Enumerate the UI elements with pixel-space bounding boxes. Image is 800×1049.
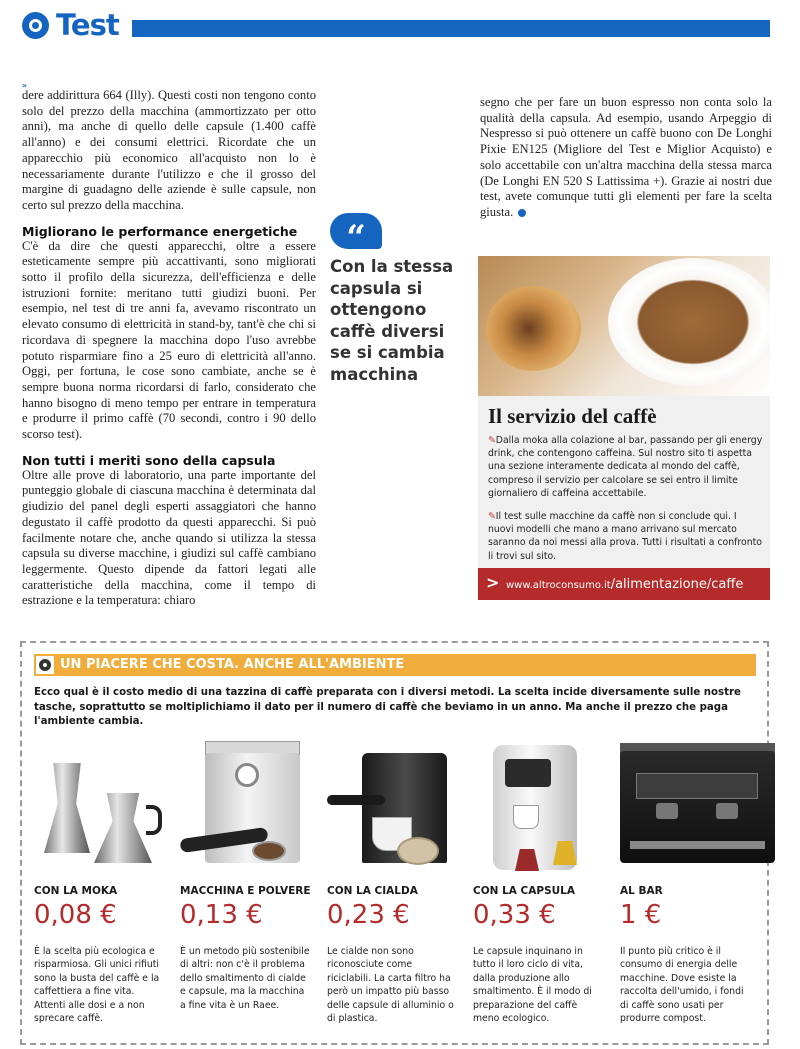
method-label: CON LA CAPSULA: [473, 885, 575, 897]
panel-title: UN PIACERE CHE COSTA. ANCHE ALL'AMBIENTE: [60, 657, 405, 672]
coffee-service-box: [478, 256, 770, 600]
section-header: [22, 10, 772, 44]
pull-quote: Con la stessa capsula si ottengono caffè diversi se si cambia macchina: [330, 257, 454, 384]
coffee-photo: [478, 256, 770, 396]
box-paragraph: [488, 434, 764, 500]
paragraph-text: segno che per fare un buon espresso non conta solo la qualità della capsula. Ad esempio, usando Arpeggio di Nespresso si può ottenere un caffè buono con De Longhi Pixie EN125 (Migliore del Test e Miglior Acquisto) e solo accettabile con un'altra macchina della stessa marca (De Longhi EN 520 S Lattissima +). Grazie ai nostri due test, avete comunque tutti gli elementi per fare la scelta giusta.: [480, 95, 772, 219]
end-mark-icon: [518, 209, 526, 217]
method-label: MACCHINA E POLVERE: [180, 885, 311, 897]
arrow-right-icon: >: [486, 573, 500, 592]
pencil-icon: ✎: [488, 435, 496, 446]
method-price: 1 €: [620, 900, 662, 930]
pencil-icon: ✎: [488, 511, 496, 522]
method-price: 0,33 €: [473, 900, 556, 930]
espresso-machine-image: [180, 733, 320, 881]
method-price: 0,13 €: [180, 900, 263, 930]
paragraph: dere addirittura 664 (Illy). Questi costi non tengono conto solo del prezzo della macchina (ammortizzato per otto anni), ma anche di quello delle capsule (1.400 caffè all'anno) e dei consumi elettrici. Ricordate che un apparecchio più economico all'acquisto non lo è necessariamente durante l'utilizzo e che il grosso del margine di guadagno delle aziende è sulle capsule, non certo sul prezzo della macchina.: [22, 88, 316, 212]
method-description: Le cialde non sono riconosciute come riciclabili. La carta filtro ha però un impatto più basso delle capsule di alluminio o di plastica.: [327, 946, 454, 1025]
coffee-cup-image: [608, 258, 770, 386]
method-moka: [34, 733, 174, 1025]
subheading: Migliorano le performance energetiche: [22, 223, 298, 239]
header-rule: [132, 20, 770, 37]
section-logo-icon: [36, 656, 54, 674]
panel-intro: Ecco qual è il costo medio di una tazzina di caffè preparata con i diversi metodi. La scelta incide diversamente sulle nostre tasche, soprattutto se moltiplichiamo il dato per il numero di caffè che beviamo in un anno. Ma anche il prezzo che paga l'ambiente cambia.: [34, 687, 741, 727]
method-price: 0,08 €: [34, 900, 117, 930]
moka-pot-image: [34, 733, 174, 881]
method-powder-machine: [180, 733, 320, 1011]
method-description: Le capsule inquinano in tutto il loro ciclo di vita, dalla produzione allo smaltimento. È il modo di preparazione del caffè meno ecologico.: [473, 946, 592, 1025]
cost-panel: [20, 641, 769, 1045]
method-capsule: [473, 733, 613, 1025]
method-label: AL BAR: [620, 885, 663, 897]
paragraph: Oltre alle prove di laboratorio, una parte importante del punteggio globale di ciascuna macchina è determinata dal giudizio del panel degli esperti assaggiatori che hanno degustato il caffè prodotto da questi apparecchi. Si può facilmente notare che, anche quando si utilizza la stessa capsula su diverse macchine, i giudizi sul caffè cambiano leggermente. Questo dipende da fattori legati alle caratteristiche della macchina, come il tempo di estrazione e la temperatura: chiaro: [22, 467, 316, 608]
pod-machine-image: [327, 733, 467, 881]
link-path: /alimentazione/caffe: [610, 577, 744, 592]
box-title: Il servizio del caffè: [488, 404, 657, 428]
site-link[interactable]: [478, 568, 770, 600]
paragraph: C'è da dire che questi apparecchi, oltre a essere esteticamente sempre più accattivanti, sono migliorati sotto il profilo della sicurezza, dell'efficienza e delle istruzioni fornite: meritano tutti giudizi buoni. Per esempio, nel test di tre anni fa, avevamo riscontrato un elevato consumo di elettricità in stand-by, tant'è che chi si ricordava di spegnere la macchina dopo l'uso avrebbe potuto risparmiare fino a 25 euro di elettricità all'anno. Oggi, per fortuna, le cose sono cambiate, anche se è sempre buona norma ricordarsi di farlo, considerato che hanno bisogno di meno tempo per entrare in temperatura e produrre il primo caffè (70 secondi, contro i 90 dello scorso test).: [22, 238, 316, 442]
box-paragraph: [488, 510, 764, 563]
bar-machine-image: [620, 733, 760, 881]
method-description: È la scelta più ecologica e risparmiosa. Gli unici rifiuti sono la busta del caffè e la caffettiera a fine vita. Attenti alle dosi e a non sprecare caffè.: [34, 946, 160, 1025]
method-pod: [327, 733, 467, 1025]
quote-icon: “: [330, 213, 382, 249]
method-description: Il punto più critico è il consumo di energia delle macchine. Dove esiste la raccolta dell'umido, i fondi di caffè sono usati per produrre compost.: [620, 946, 744, 1025]
article-column-3: [480, 95, 772, 221]
link-domain: www.altroconsumo.it: [506, 580, 611, 591]
method-label: CON LA CIALDA: [327, 885, 418, 897]
site-link-text[interactable]: [506, 577, 743, 592]
cookie-image: [486, 286, 581, 371]
section-logo-icon: [22, 12, 49, 39]
box-paragraph-text: Dalla moka alla colazione al bar, passando per gli energy drink, che contengono caffeina. Sul nostro sito ti aspetta una sezione interamente dedicata al mondo del caffè, compreso il servizio per calcolare se sei entro il limite giornaliero di caffeina accettabile.: [488, 435, 763, 499]
continuation-mark-icon: »: [22, 81, 28, 90]
method-label: CON LA MOKA: [34, 885, 118, 897]
paragraph: [480, 95, 772, 221]
box-paragraph-text: Il test sulle macchine da caffè non si conclude qui. I nuovi modelli che mano a mano arrivano sul mercato saranno da noi messi alla prova. Tutti i risultati a confronto li trovi sul sito.: [488, 511, 762, 562]
method-bar: [620, 733, 760, 1025]
capsule-machine-image: [473, 733, 613, 881]
article-column-1: [22, 78, 316, 609]
panel-title-bar: [34, 654, 756, 676]
subheading: Non tutti i meriti sono della capsula: [22, 452, 276, 468]
method-price: 0,23 €: [327, 900, 410, 930]
section-title: Test: [56, 8, 119, 42]
method-description: È un metodo più sostenibile di altri: non c'è il problema dello smaltimento di cialde e capsule, ma la macchina a fine vita è un Raee.: [180, 946, 310, 1011]
